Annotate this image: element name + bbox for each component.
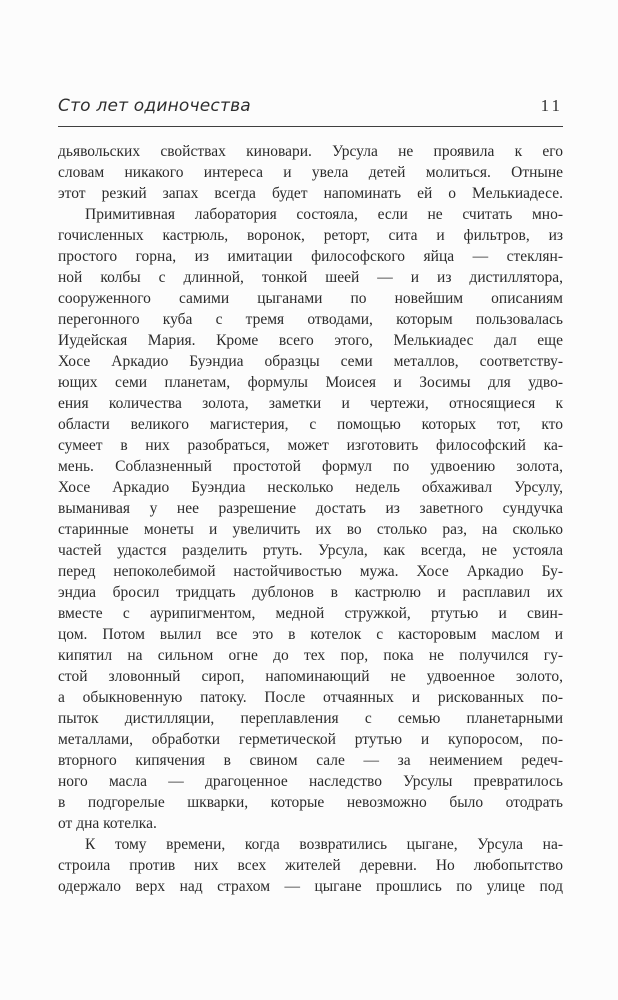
page-number: 11	[540, 96, 563, 115]
text-line: К тому времени, когда возвратились цыгане, Урсула на-	[85, 836, 563, 853]
text-line: ющих семи планетам, формулы Моисея и Зосимы для удво-	[58, 374, 563, 391]
text-line: перегонного куба с тремя отводами, которым пользовалась	[58, 311, 563, 328]
text-line: сумеет в них разобраться, может изготовить философский ка-	[58, 437, 563, 454]
text-line: Примитивная лаборатория состояла, если не считать мно-	[85, 206, 563, 223]
text-line: простого горна, из имитации философского яйца — стеклян-	[58, 248, 563, 265]
text-line: области великого магистерия, с помощью которых тот, кто	[58, 416, 563, 433]
text-line: эндиа бросил тридцать дублонов в кастрюлю и расплавил их	[58, 584, 563, 601]
text-line: вместе с аурипигментом, медной стружкой, ртутью и свин-	[58, 605, 563, 622]
page-content	[58, 0, 563, 1000]
text-line: одержало верх над страхом — цыгане прошлись по улице под	[58, 878, 563, 895]
text-line: вторного кипячения в свином сале — за неимением редеч-	[58, 752, 563, 769]
text-line: кипятил на сильном огне до тех пор, пока не получился гу-	[58, 647, 563, 664]
running-header-title: Сто лет одиночества	[58, 96, 251, 116]
text-line: гочисленных кастрюль, воронок, реторт, сита и фильтров, из	[58, 227, 563, 244]
body-text	[58, 141, 563, 897]
text-line: выманивая у нее разрешение достать из заветного сундучка	[58, 500, 563, 517]
text-line: ного масла — драгоценное наследство Урсулы превратилось	[58, 773, 563, 790]
text-line: строила против них всех жителей деревни. Но любопытство	[58, 857, 563, 874]
text-line: перед непоколебимой настойчивостью мужа. Хосе Аркадио Бу-	[58, 563, 563, 580]
text-line: дьявольских свойствах киновари. Урсула не проявила к его	[58, 143, 563, 160]
text-line: от дна котелка.	[58, 815, 157, 832]
text-line: Хосе Аркадио Буэндиа несколько недель обхаживал Урсулу,	[58, 479, 563, 496]
text-line: Иудейская Мария. Кроме всего этого, Мелькиадес дал еще	[58, 332, 563, 349]
text-line: ной колбы с длинной, тонкой шеей — и из дистиллятора,	[58, 269, 563, 286]
header-rule	[58, 126, 563, 127]
text-line: словам никакого интереса и увела детей молиться. Отныне	[58, 164, 563, 181]
text-line: сооруженного самими цыганами по новейшим описаниям	[58, 290, 563, 307]
text-line: цом. Потом вылил все это в котелок с касторовым маслом и	[58, 626, 563, 643]
text-line: Хосе Аркадио Буэндиа образцы семи металлов, соответству-	[58, 353, 563, 370]
text-line: старинные монеты и увеличить их во столько раз, на сколько	[58, 521, 563, 538]
text-line: металлами, обработки герметической ртутью и купоросом, по-	[58, 731, 563, 748]
text-line: ения количества золота, заметки и чертежи, относящиеся к	[58, 395, 563, 412]
text-line: частей удастся разделить ртуть. Урсула, как всегда, не устояла	[58, 542, 563, 559]
text-line: в подгорелые шкварки, которые невозможно было отодрать	[58, 794, 563, 811]
text-line: стой зловонный сироп, напоминающий не удвоенное золото,	[58, 668, 563, 685]
text-line: а обыкновенную патоку. После отчаянных и рискованных по-	[58, 689, 563, 706]
text-line: пыток дистилляции, переплавления с семью планетарными	[58, 710, 563, 727]
text-line: мень. Соблазненный простотой формул по удвоению золота,	[58, 458, 563, 475]
running-header	[58, 96, 563, 116]
text-line: этот резкий запах всегда будет напоминать ей о Мелькиадесе.	[58, 185, 563, 202]
